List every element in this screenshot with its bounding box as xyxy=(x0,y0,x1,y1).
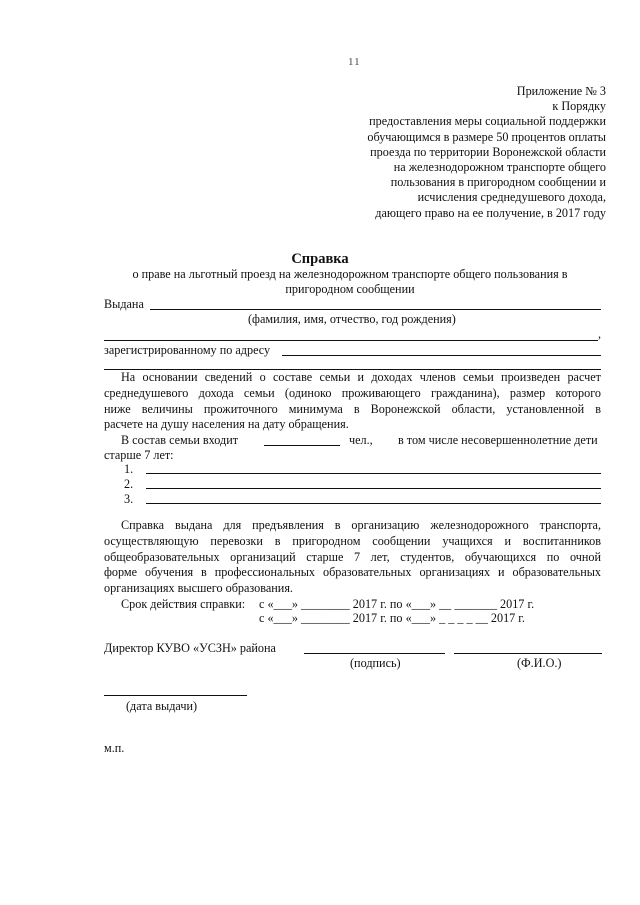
family-persons: чел., xyxy=(349,433,373,447)
purpose-line: Справка выдана для предъявления в организацию железнодорожного транспорта, xyxy=(121,518,601,532)
issued-label: Выдана xyxy=(104,297,144,311)
basis-line: среднедушевого дохода семьи (одиноко проживающего гражданина), размер которого xyxy=(104,385,601,400)
purpose-paragraph xyxy=(104,518,601,597)
validity-row-1[interactable]: с «___» ________ 2017 г. по «___» __ _______ 2017 г. xyxy=(259,597,535,611)
child-item-number: 2. xyxy=(124,477,134,491)
appendix-line: дающего право на ее получение, в 2017 году xyxy=(375,205,606,220)
document-subtitle xyxy=(115,267,585,296)
child-2-field[interactable] xyxy=(146,488,601,489)
appendix-line: обучающимся в размере 50 процентов оплаты xyxy=(367,129,606,144)
child-1-field[interactable] xyxy=(146,473,601,474)
appendix-line: проезда по территории Воронежской области xyxy=(370,144,606,159)
purpose-line: осуществляющую перевозки в пригородном сообщении учащихся и воспитанников xyxy=(104,533,601,548)
document-title: Справка xyxy=(291,251,349,267)
appendix-line: пользования в пригородном сообщении и xyxy=(390,175,606,190)
purpose-line: форме обучения в профессиональных образовательных организациях и образовательных xyxy=(104,565,601,580)
name-hint: (Ф.И.О.) xyxy=(517,656,562,670)
appendix-line: Приложение № 3 xyxy=(516,84,606,98)
family-line2: старше 7 лет: xyxy=(104,448,174,462)
basis-line: расчете на душу населения на дату обращения. xyxy=(104,417,349,432)
appendix-block xyxy=(306,84,606,221)
appendix-line: предоставления меры социальной поддержки xyxy=(369,114,606,129)
signature-hint: (подпись) xyxy=(350,656,401,670)
child-item-number: 3. xyxy=(124,492,134,506)
issued-hint: (фамилия, имя, отчество, год рождения) xyxy=(248,312,456,326)
family-prefix: В состав семьи входит xyxy=(121,433,239,447)
basis-line: ниже величины прожиточного минимума в Воронежской области, установленной в xyxy=(104,401,601,416)
address-label: зарегистрированному по адресу xyxy=(104,343,271,357)
family-suffix: в том числе несовершеннолетние дети xyxy=(398,433,598,447)
purpose-line: организациях высшего образования. xyxy=(104,581,293,596)
purpose-line: общеобразовательных организаций старше 7 лет, студентов, обучающихся по очной xyxy=(104,549,601,564)
basis-paragraph xyxy=(104,370,601,433)
issue-date-hint: (дата выдачи) xyxy=(126,699,198,713)
appendix-line: к Порядку xyxy=(552,99,606,114)
issue-date-field[interactable] xyxy=(104,695,247,696)
appendix-line: на железнодорожном транспорте общего xyxy=(393,160,606,175)
family-count-field[interactable] xyxy=(264,445,340,446)
child-3-field[interactable] xyxy=(146,503,601,504)
issued-name-field[interactable] xyxy=(150,309,601,310)
director-label: Директор КУВО «УСЗН» района xyxy=(104,641,276,655)
comma-mark: , xyxy=(598,327,602,341)
basis-line: На основании сведений о составе семьи и доходах членов семьи произведен расчет xyxy=(121,370,601,384)
appendix-line: исчисления среднедушевого дохода, xyxy=(417,190,606,205)
subtitle-line: о праве на льготный проезд на железнодорожном транспорте общего пользования в xyxy=(132,267,568,281)
stamp-place: м.п. xyxy=(104,741,125,755)
validity-row-2[interactable]: с «___» ________ 2017 г. по «___» _ _ _ _ __ 2017 г. xyxy=(259,611,525,625)
validity-label: Срок действия справки: xyxy=(121,597,246,611)
signature-field[interactable] xyxy=(304,653,445,654)
director-name-field[interactable] xyxy=(454,653,602,654)
address-field[interactable] xyxy=(282,355,601,356)
page-number: 11 xyxy=(348,56,361,68)
child-item-number: 1. xyxy=(124,462,134,476)
subtitle-line: пригородном сообщении xyxy=(285,281,415,296)
issued-name-field-2[interactable] xyxy=(104,340,598,341)
